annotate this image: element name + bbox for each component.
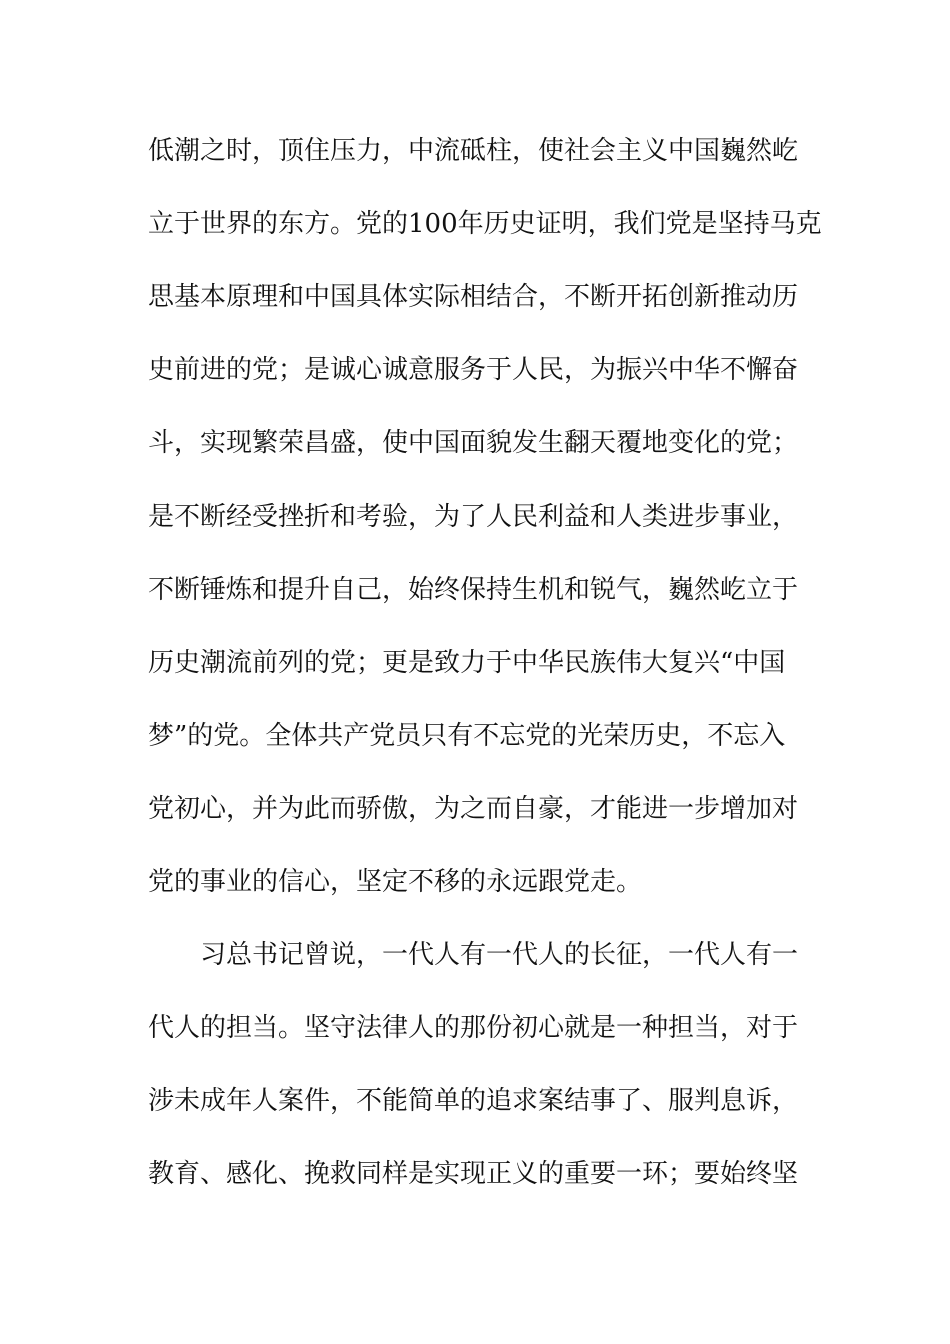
- text-line: 史前进的党；是诚心诚意服务于人民，为振兴中华不懈奋: [148, 355, 799, 385]
- paragraph-first-line: 习总书记曾说，一代人有一代人的长征，一代人有一: [200, 940, 799, 970]
- text-line: 立于世界的东方。党的100年历史证明，我们党是坚持马克: [148, 209, 822, 239]
- text-line: 教育、感化、挽救同样是实现正义的重要一环；要始终坚: [148, 1159, 799, 1189]
- text-line: 党初心，并为此而骄傲，为之而自豪，才能进一步增加对: [148, 794, 799, 824]
- text-line: 代人的担当。坚守法律人的那份初心就是一种担当，对于: [148, 1013, 799, 1043]
- text-line: 党的事业的信心，坚定不移的永远跟党走。: [148, 867, 643, 897]
- text-line: 斗，实现繁荣昌盛，使中国面貌发生翻天覆地变化的党；: [148, 428, 799, 458]
- text-line: 不断锤炼和提升自己，始终保持生机和锐气，巍然屹立于: [148, 575, 799, 605]
- text-line: 历史潮流前列的党；更是致力于中华民族伟大复兴“中国: [148, 648, 786, 678]
- text-line: 梦”的党。全体共产党员只有不忘党的光荣历史，不忘入: [148, 721, 786, 751]
- text-line: 低潮之时，顶住压力，中流砥柱，使社会主义中国巍然屹: [148, 136, 799, 166]
- text-line: 涉未成年人案件，不能简单的追求案结事了、服判息诉，: [148, 1086, 799, 1116]
- text-line: 思基本原理和中国具体实际相结合，不断开拓创新推动历: [148, 282, 799, 312]
- text-line: 是不断经受挫折和考验，为了人民利益和人类进步事业，: [148, 502, 799, 532]
